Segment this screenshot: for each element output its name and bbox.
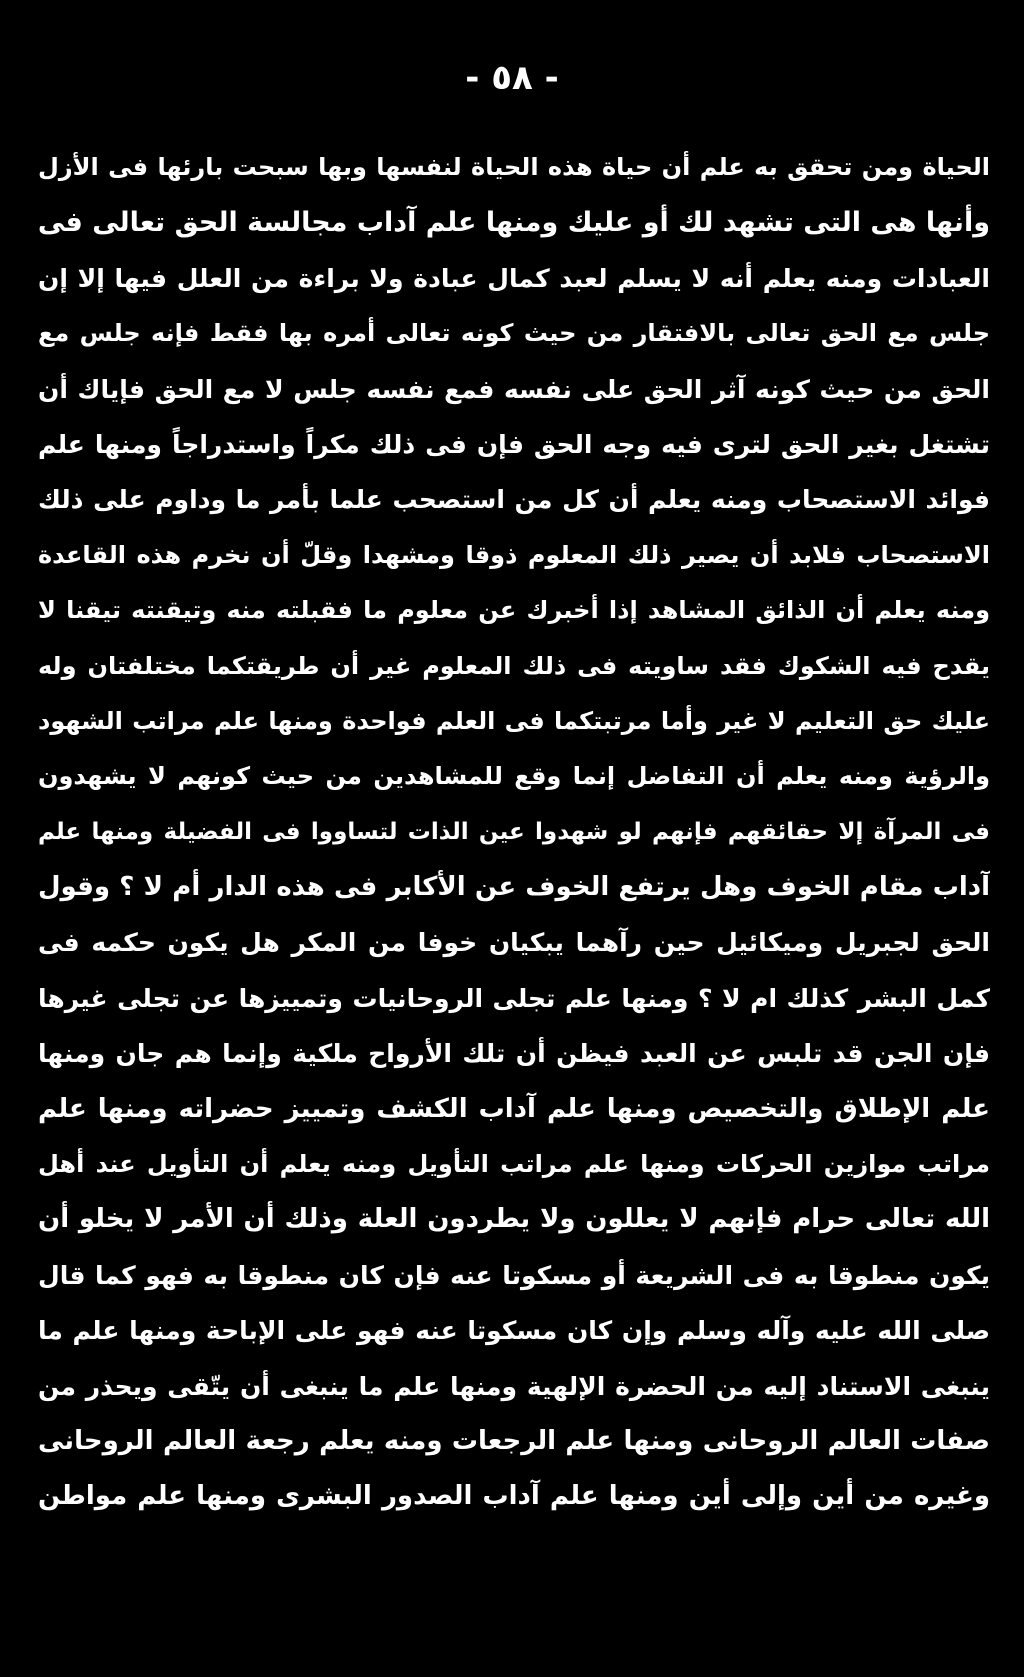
text-line: ومنه يعلم أن الذائق المشاهد إذا أخبرك عن معلوم ما فقبلته منه وتيقنته تيقنا لا [38, 596, 990, 625]
text-line: صلى الله عليه وآله وسلم وإن كان مسكوتا عنه فهو على الإباحة ومنها علم ما [38, 1316, 990, 1346]
text-line: العبادات ومنه يعلم أنه لا يسلم لعبد كمال عبادة ولا براءة من العلل فيها إلا إن [38, 263, 990, 293]
text-line: كمل البشر كذلك ام لا ؟ ومنها علم تجلى الروحانيات وتمييزها عن تجلى غيرها [38, 983, 990, 1013]
text-line: فإن الجن قد تلبس عن العبد فيظن أن تلك الأرواح ملكية وإنما هم جان ومنها [38, 1039, 990, 1069]
text-line: تشتغل بغير الحق لترى فيه وجه الحق فإن فى ذلك مكراً واستدراجاً ومنها علم [38, 429, 990, 459]
text-line: فوائد الاستصحاب ومنه يعلم أن كل من استصحب علما بأمر ما وداوم على ذلك [38, 485, 990, 515]
text-line: يقدح فيه الشكوك فقد ساويته فى ذلك المعلوم غير أن طريقتكما مختلفتان وله [38, 651, 990, 680]
text-line: الاستصحاب فلابد أن يصير ذلك المعلوم ذوقا ومشهدا وقلّ أن نخرم هذه القاعدة [38, 540, 990, 569]
text-line: وأنها هى التى تشهد لك أو عليك ومنها علم آداب مجالسة الحق تعالى فى [38, 207, 990, 239]
text-line: مراتب موازين الحركات ومنها علم مراتب التأويل ومنه يعلم أن التأويل عند أهل [38, 1150, 990, 1179]
page-body-text [38, 140, 990, 1525]
text-line: صفات العالم الروحانى ومنها علم الرجعات ومنه يعلم رجعة العالم الروحانى [38, 1425, 990, 1456]
page-number: - ٥٨ - [465, 58, 559, 98]
text-line: يكون منطوقا به فى الشريعة أو مسكوتا عنه فإن كان منطوقا به فهو كما قال [38, 1260, 990, 1290]
text-line: جلس مع الحق تعالى بالافتقار من حيث كونه تعالى أمره بها فقط فإنه جلس مع [38, 319, 990, 348]
text-line: الحق من حيث كونه آثر الحق على نفسه فمع نفسه جلس لا مع الحق فإياك أن [38, 374, 990, 404]
text-line: آداب مقام الخوف وهل يرتفع الخوف عن الأكابر فى هذه الدار أم لا ؟ وقول [38, 872, 990, 903]
text-line: الحياة ومن تحقق به علم أن حياة هذه الحياة لنفسها وبها سبحت بارئها فى الأزل [38, 153, 990, 181]
text-line: فى المرآة إلا حقائقهم فإنهم لو شهدوا عين الذات لتساووا فى الفضيلة ومنها علم [38, 818, 990, 845]
text-line: علم الإطلاق والتخصيص ومنها علم آداب الكشف وتمييز حضراته ومنها علم [38, 1093, 990, 1124]
text-line: الله تعالى حرام فإنهم لا يعللون ولا يطردون العلة وذلك أن الأمر لا يخلو أن [38, 1204, 990, 1235]
text-line: وغيره من أين وإلى أين ومنها علم آداب الصدور البشرى ومنها علم مواطن [38, 1481, 990, 1512]
text-line: والرؤية ومنه يعلم أن التفاضل إنما وقع للمشاهدين من حيث كونهم لا يشهدون [38, 762, 990, 791]
text-line: الحق لجبريل وميكائيل حين رآهما يبكيان خوفا من المكر هل يكون حكمه فى [38, 928, 990, 958]
text-line: عليك حق التعليم لا غير وأما مرتبتكما فى العلم فواحدة ومنها علم مراتب الشهود [38, 706, 990, 735]
text-line: ينبغى الاستناد إليه من الحضرة الإلهية ومنها علم ما ينبغى أن يتّقى ويحذر من [38, 1371, 990, 1401]
